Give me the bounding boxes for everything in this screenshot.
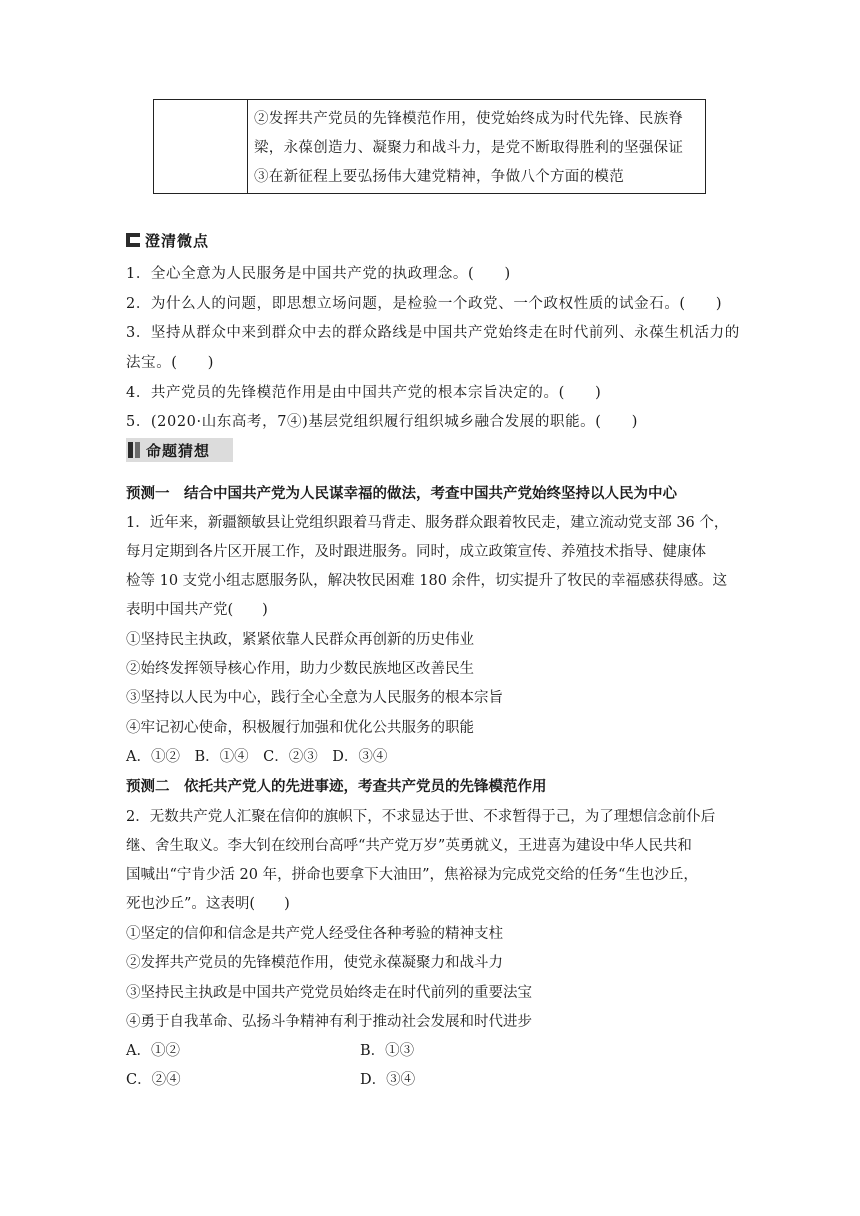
question-1-line: 检等 10 支党小组志愿服务队，解决牧民困难 180 余件，切实提升了牧民的幸福感获得感。这 <box>126 573 728 589</box>
question-1-options: A．①② B．①④ C．②③ D．③④ <box>126 749 388 765</box>
table-line: ③在新征程上要弘扬伟大建党精神，争做八个方面的模范 <box>254 169 624 185</box>
option-a: A．①② <box>126 1043 180 1059</box>
question-2-line: 2．无数共产党人汇聚在信仰的旗帜下，不求显达于世、不求暂得于己，为了理想信念前仆后 <box>126 809 716 825</box>
question-2-line: 继、舍生取义。李大钊在绞刑台高呼“共产党万岁”英勇就义，王进喜为建设中华人民共和 <box>126 838 692 854</box>
question-1-statement: ②始终发挥领导核心作用，助力少数民族地区改善民生 <box>126 661 474 677</box>
section-bars-icon <box>128 442 140 458</box>
question-2-statement: ②发挥共产党员的先锋模范作用，使党永葆凝聚力和战斗力 <box>126 955 503 971</box>
option-c: C．②④ <box>126 1072 181 1088</box>
question-2-statement: ③坚持民主执政是中国共产党党员始终走在时代前列的重要法宝 <box>126 985 532 1001</box>
clarify-title: 澄清微点 <box>145 231 210 250</box>
question-1-statement: ①坚持民主执政，紧紧依靠人民群众再创新的历史伟业 <box>126 632 474 648</box>
option-d: D．③④ <box>360 1072 416 1088</box>
question-1-line: 1．近年来，新疆额敏县让党组织跟着马背走、服务群众跟着牧民走，建立流动党支部 36 个， <box>126 515 729 531</box>
table-line: ②发挥共产党员的先锋模范作用，使党始终成为时代先锋、民族脊 <box>254 111 684 127</box>
question-2-line: 死也沙丘”。这表明( ) <box>126 896 290 912</box>
section-marker-icon <box>126 233 140 247</box>
clarify-item: 2．为什么人的问题，即思想立场问题，是检验一个政党、一个政权性质的试金石。( ) <box>126 296 723 312</box>
clarify-header <box>126 230 209 250</box>
clarify-item: 4．共产党员的先锋模范作用是由中国共产党的根本宗旨决定的。( ) <box>126 385 602 401</box>
question-1-line: 每月定期到各片区开展工作，及时跟进服务。同时，成立政策宣传、养殖技术指导、健康体 <box>126 544 706 560</box>
predict-title: 命题猜想 <box>146 441 211 460</box>
content-table <box>153 99 706 194</box>
question-2-statement: ④勇于自我革命、弘扬斗争精神有利于推动社会发展和时代进步 <box>126 1014 532 1030</box>
clarify-item: 5．(2020·山东高考，7④)基层党组织履行组织城乡融合发展的职能。( ) <box>126 414 638 430</box>
question-2-statement: ①坚定的信仰和信念是共产党人经受住各种考验的精神支柱 <box>126 926 503 942</box>
question-2-line: 国喊出“宁肯少活 20 年，拼命也要拿下大油田”，焦裕禄为完成党交给的任务“生也沙丘， <box>126 867 698 883</box>
question-1-statement: ④牢记初心使命，积极履行加强和优化公共服务的职能 <box>126 720 474 736</box>
prediction-2-heading: 预测二 依托共产党人的先进事迹，考查共产党员的先锋模范作用 <box>126 779 547 795</box>
table-left-cell <box>154 100 248 193</box>
option-b: B．①③ <box>360 1043 415 1059</box>
clarify-item: 1．全心全意为人民服务是中国共产党的执政理念。( ) <box>126 266 511 282</box>
prediction-1-heading: 预测一 结合中国共产党为人民谋幸福的做法，考查中国共产党始终坚持以人民为中心 <box>126 486 677 502</box>
clarify-item: 法宝。( ) <box>126 355 215 371</box>
table-line: 梁，永葆创造力、凝聚力和战斗力，是党不断取得胜利的坚强保证 <box>254 140 684 156</box>
question-1-line: 表明中国共产党( ) <box>126 602 268 618</box>
clarify-item: 3．坚持从群众中来到群众中去的群众路线是中国共产党始终走在时代前列、永葆生机活力的 <box>126 325 740 341</box>
question-1-statement: ③坚持以人民为中心，践行全心全意为人民服务的根本宗旨 <box>126 690 503 706</box>
predict-header <box>126 438 233 462</box>
table-right-cell <box>248 100 706 193</box>
